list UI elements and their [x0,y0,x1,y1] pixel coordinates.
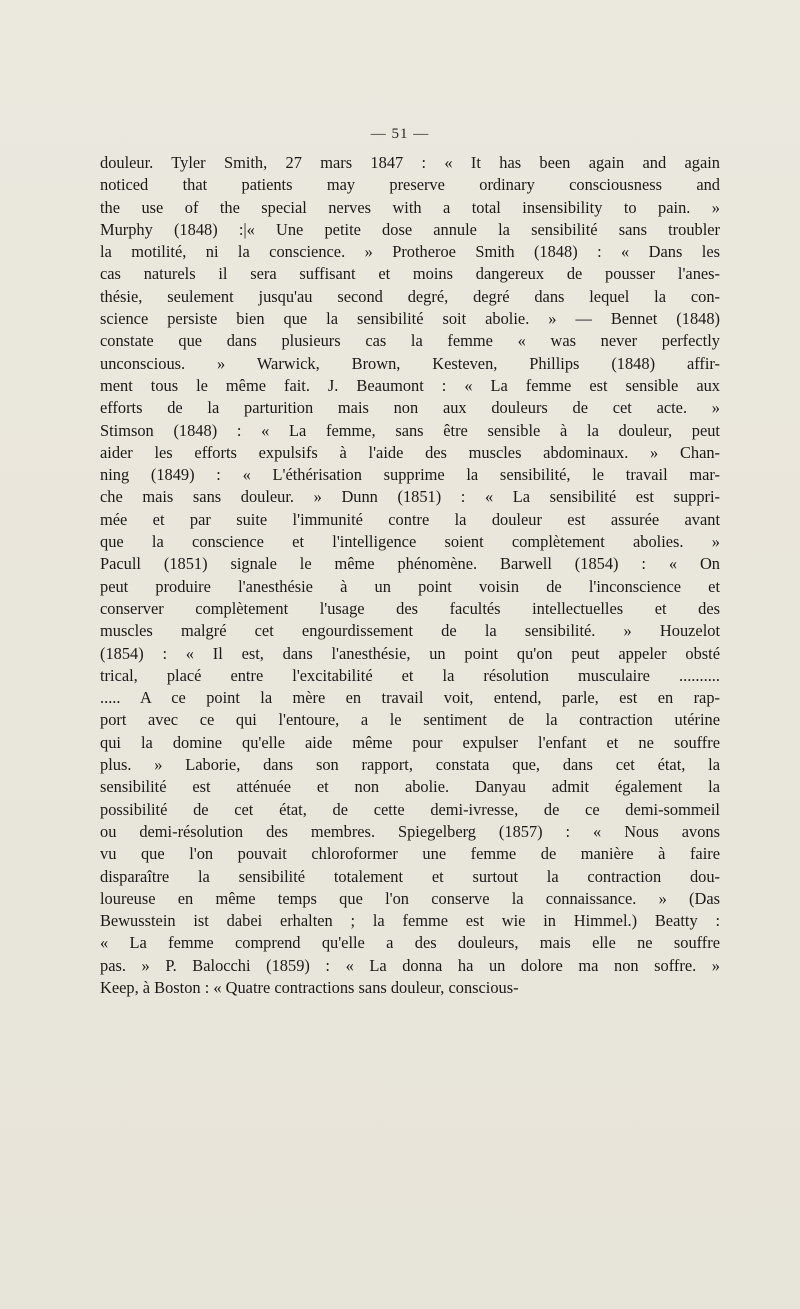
text-line: the use of the special nerves with a total insensibility to pain. » [100,197,720,217]
text-line: ning (1849) : « L'éthérisation supprime la sensibilité, le travail mar- [100,465,720,485]
text-line: cas naturels il sera suffisant et moins dangereux de pousser l'anes- [100,264,720,284]
text-line: che mais sans douleur. » Dunn (1851) : « La sensibilité est suppri- [100,487,720,507]
text-line: Keep, à Boston : « Quatre contractions sans douleur, conscious- [100,977,519,997]
text-line: la motilité, ni la conscience. » Protheroe Smith (1848) : « Dans les [100,242,720,262]
text-line: disparaître la sensibilité totalement et surtout la contraction dou- [100,866,720,886]
text-line: port avec ce qui l'entoure, a le sentiment de la contraction utérine [100,710,720,730]
body-text [100,152,720,999]
text-line: qui la domine qu'elle aide même pour expulser l'enfant et ne souffre [100,732,720,752]
text-line: science persiste bien que la sensibilité soit abolie. » — Bennet (1848) [100,309,720,329]
text-line: efforts de la parturition mais non aux douleurs de cet acte. » [100,398,720,418]
text-line: possibilité de cet état, de cette demi-ivresse, de ce demi-sommeil [100,799,720,819]
text-line: ment tous le même fait. J. Beaumont : « La femme est sensible aux [100,375,720,395]
text-line: constate que dans plusieurs cas la femme « was never perfectly [100,331,720,351]
text-line: loureuse en même temps que l'on conserve la connaissance. » (Das [100,888,720,908]
text-line: trical, placé entre l'excitabilité et la résolution musculaire .......... [100,665,720,685]
text-line: conserver complètement l'usage des facultés intellectuelles et des [100,598,720,618]
text-line: muscles malgré cet engourdissement de la sensibilité. » Houzelot [100,621,720,641]
text-line: (1854) : « Il est, dans l'anesthésie, un point qu'on peut appeler obsté [100,643,720,663]
text-line: douleur. Tyler Smith, 27 mars 1847 : « It has been again and again [100,153,720,172]
text-line: plus. » Laborie, dans son rapport, constata que, dans cet état, la [100,755,720,775]
text-line: vu que l'on pouvait chloroformer une femme de manière à faire [100,844,720,864]
text-line: peut produire l'anesthésie à un point voisin de l'inconscience et [100,576,720,596]
text-line: Murphy (1848) :|« Une petite dose annule la sensibilité sans troubler [100,219,720,239]
text-line: thésie, seulement jusqu'au second degré, degré dans lequel la con- [100,286,720,306]
text-line: mée et par suite l'immunité contre la douleur est assurée avant [100,509,720,529]
text-line: noticed that patients may preserve ordinary consciousness and [100,175,720,195]
text-line: aider les efforts expulsifs à l'aide des muscles abdominaux. » Chan- [100,442,720,462]
text-line: pas. » P. Balocchi (1859) : « La donna ha un dolore ma non soffre. » [100,955,720,975]
text-line: ..... A ce point la mère en travail voit, entend, parle, est en rap- [100,688,720,708]
text-line: unconscious. » Warwick, Brown, Kesteven, Phillips (1848) affir- [100,353,720,373]
text-line: Bewusstein ist dabei erhalten ; la femme est wie in Himmel.) Beatty : [100,911,720,931]
text-line: sensibilité est atténuée et non abolie. Danyau admit également la [100,777,720,797]
text-line: ou demi-résolution des membres. Spiegelberg (1857) : « Nous avons [100,821,720,841]
text-line: « La femme comprend qu'elle a des douleurs, mais elle ne souffre [100,933,720,953]
text-line: Stimson (1848) : « La femme, sans être sensible à la douleur, peut [100,420,720,440]
text-line: Pacull (1851) signale le même phénomène. Barwell (1854) : « On [100,554,720,574]
page-number: — 51 — [370,126,430,142]
text-line: que la conscience et l'intelligence soient complètement abolies. » [100,532,720,552]
